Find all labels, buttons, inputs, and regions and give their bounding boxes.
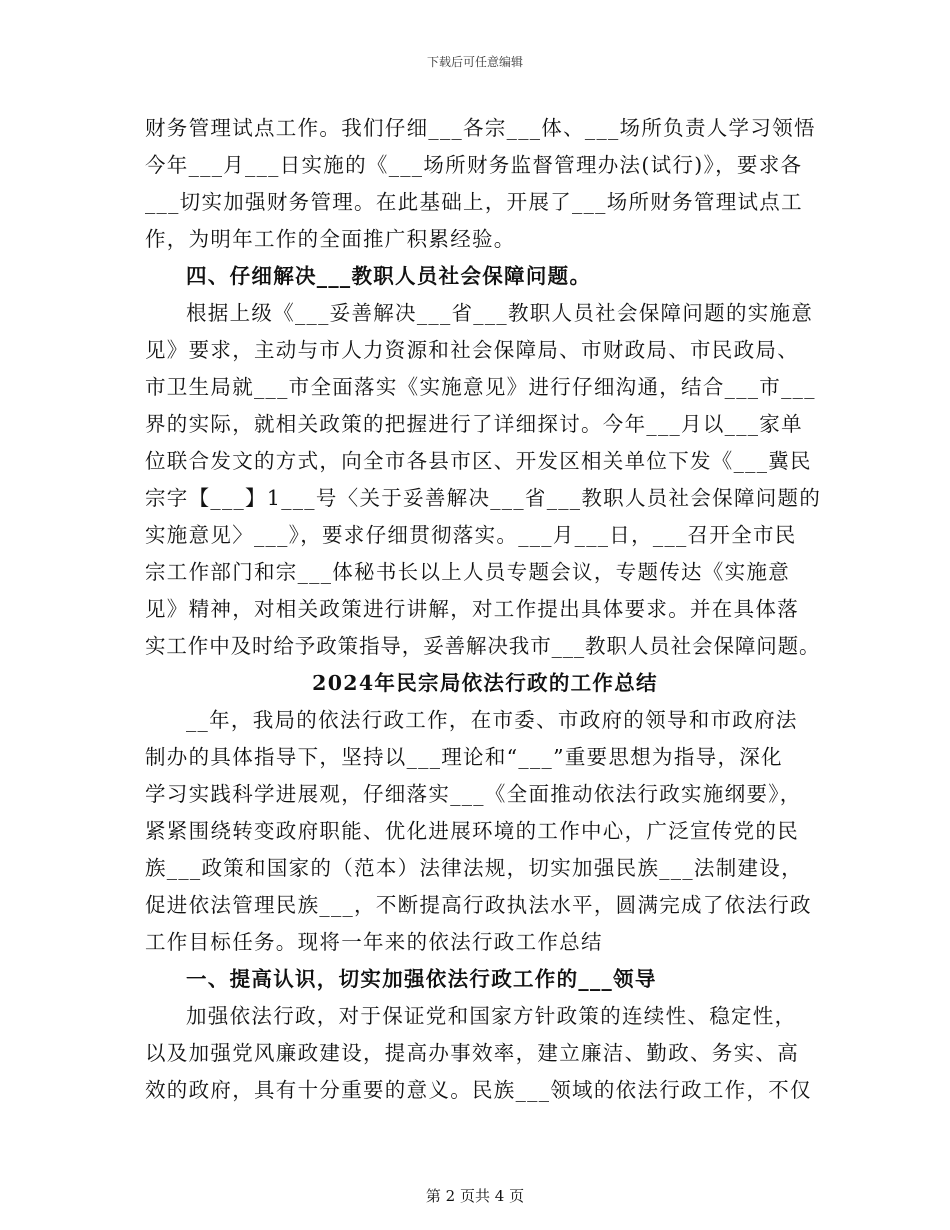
body-line: 宗字【___】1___号〈关于妥善解决___省___教职人员社会保障问题的 [145,486,822,510]
body-line: 宗工作部门和宗___体秘书长以上人员专题会议，专题传达《实施意 [145,560,791,584]
body-line: 四、仔细解决___教职人员社会保障问题。 [186,264,592,288]
body-line: 制办的具体指导下，坚持以___理论和“___”重要思想为指导，深化 [145,745,783,769]
body-line: 界的实际，就相关政策的把握进行了详细探讨。今年___月以___家单 [145,412,803,436]
body-line: 财务管理试点工作。我们仔细___各宗___体、___场所负责人学习领悟 [145,116,816,140]
body-line: 作，为明年工作的全面推广积累经验。 [145,227,516,251]
body-line: 根据上级《___妥善解决___省___教职人员社会保障问题的实施意 [186,301,814,325]
page-footer: 第 2 页共 4 页 [425,1187,525,1205]
body-line: 位联合发文的方式，向全市各县市区、开发区相关单位下发《___冀民 [145,449,812,473]
body-line: 以及加强党风廉政建设，提高办事效率，建立廉洁、勤政、务实、高 [145,1041,799,1065]
body-line: __年，我局的依法行政工作，在市委、市政府的领导和市政府法 [186,708,798,732]
body-line: 紧紧围绕转变政府职能、优化进展环境的工作中心，广泛宣传党的民 [145,819,799,843]
body-line: 族___政策和国家的（范本）法律法规，切实加强民族___法制建设， [145,856,803,880]
body-line: ___切实加强财务管理。在此基础上，开展了___场所财务管理试点工 [145,190,803,214]
body-line: 工作目标任务。现将一年来的依法行政工作总结 [145,930,603,954]
body-line: 今年___月___日实施的《___场所财务监督管理办法(试行)》，要求各 [145,153,803,177]
document-body [145,110,825,1109]
body-line: 实工作中及时给予政策指导，妥善解决我市___教职人员社会保障问题。 [145,634,821,658]
body-line: 2024年民宗局依法行政的工作总结 [312,671,658,695]
body-line: 一、提高认识，切实加强依法行政工作的___领导 [186,967,657,991]
body-line: 实施意见〉___》，要求仔细贯彻落实。___月___日，___召开全市民 [145,523,797,547]
page-header: 下载后可任意编辑 [426,55,523,69]
body-line: 学习实践科学进展观，仔细落实___《全面推动依法行政实施纲要》， [145,782,802,806]
body-line: 见》精神，对相关政策进行讲解，对工作提出具体要求。并在具体落 [145,597,799,621]
body-line: 效的政府，具有十分重要的意义。民族___领域的依法行政工作，不仅 [145,1078,812,1102]
body-line: 促进依法管理民族___，不断提高行政执法水平，圆满完成了依法行政 [145,893,812,917]
body-line: 加强依法行政，对于保证党和国家方针政策的连续性、稳定性， [186,1004,797,1028]
body-line: 市卫生局就___市全面落实《实施意见》进行仔细沟通，结合___市___ [145,375,816,399]
body-line: 见》要求，主动与市人力资源和社会保障局、市财政局、市民政局、 [145,338,799,362]
